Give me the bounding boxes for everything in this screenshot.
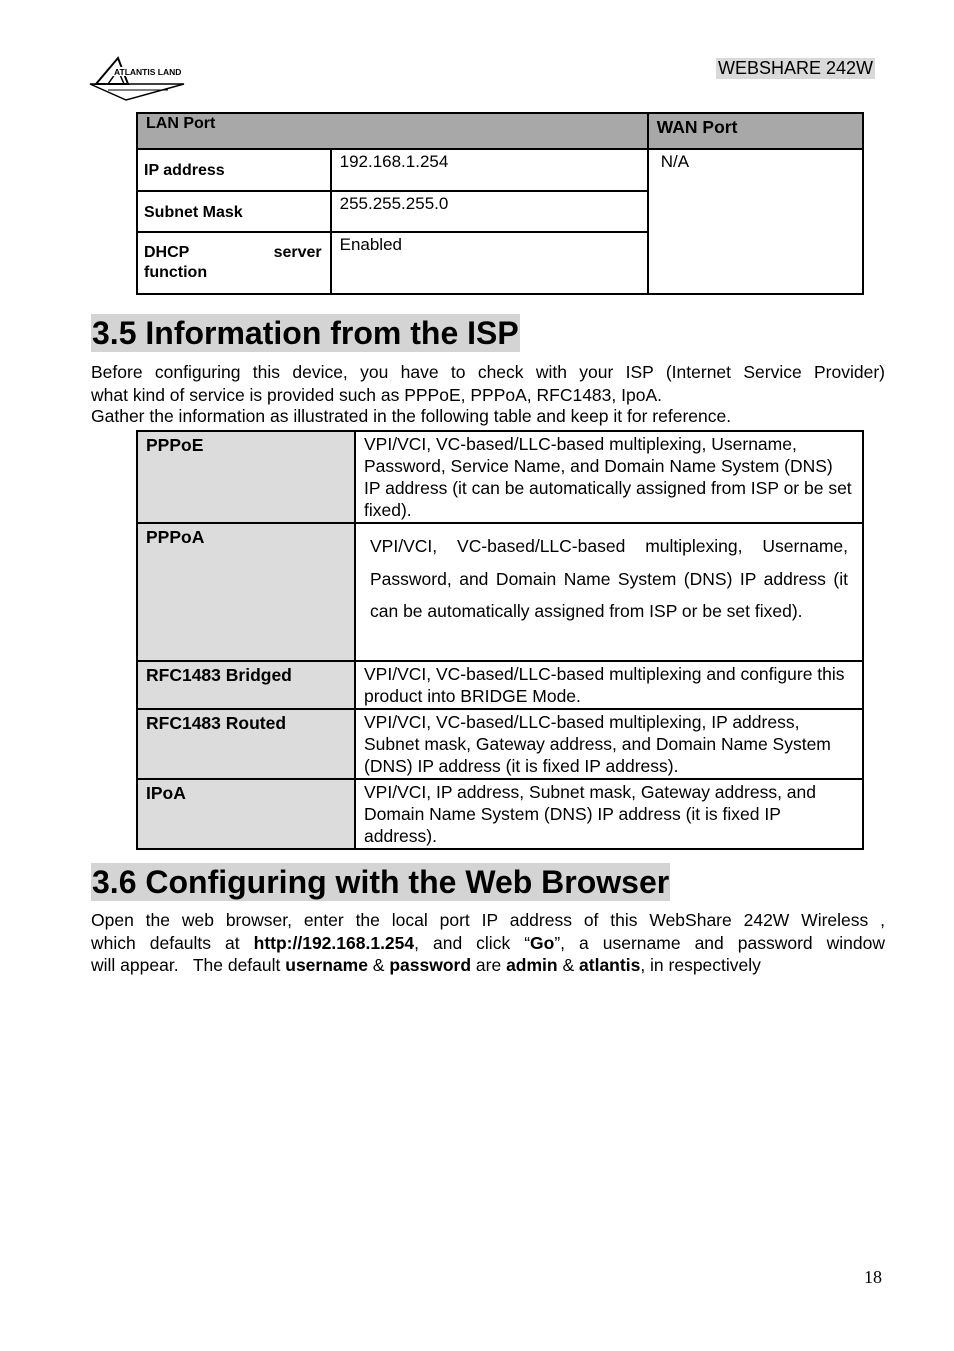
section-paragraph: Before configuring this device, you have to check with your ISP (Internet Service Provider) what kind of service is provided such as PPPoE, PPPoA, RFC1483, IpoA. — [91, 362, 885, 405]
isp-desc: VPI/VCI, VC-based/LLC-based multiplexing, IP address, Subnet mask, Gateway address, and Domain Name System (DNS) IP address (it is fixed IP address). — [355, 709, 863, 779]
table-row — [137, 709, 863, 779]
isp-type: IPoA — [137, 779, 355, 849]
isp-desc: VPI/VCI, VC-based/LLC-based multiplexing, Username, Password, Service Name, and Domain Name System (DNS) IP address (it can be automatically assigned from ISP or be set fixed). — [355, 431, 863, 523]
section-heading: 3.5 Information from the ISP — [92, 315, 519, 351]
isp-type: RFC1483 Routed — [137, 709, 355, 779]
row-label: IP address — [137, 149, 331, 191]
table-row — [137, 779, 863, 849]
isp-type: PPPoE — [137, 431, 355, 523]
isp-table — [136, 430, 864, 850]
table-row — [137, 523, 863, 661]
isp-desc: VPI/VCI, VC-based/LLC-based multiplexing, Username, Password, and Domain Name System (DNS) IP address (it can be automatically assigned from ISP or be set fixed). — [355, 523, 863, 661]
default-url: http://192.168.1.254 — [253, 932, 415, 953]
isp-type: PPPoA — [137, 523, 355, 661]
port-table-header-row — [137, 113, 863, 149]
product-name: WEBSHARE 242W — [718, 58, 874, 78]
section-paragraph: Gather the information as illustrated in the following table and keep it for reference. — [91, 406, 732, 426]
atlantis-logo — [88, 54, 188, 102]
table-row — [137, 661, 863, 709]
port-table — [136, 112, 864, 295]
table-row — [137, 431, 863, 523]
lan-port-header: LAN Port — [137, 113, 648, 149]
section-paragraph: Open the web browser, enter the local port IP address of this WebShare 242W Wireless , which defaults at http://192.168.1.254, and click “Go”, a username and password window will appear. The default username & password are admin & atlantis, in respectively — [91, 910, 886, 975]
table-row — [137, 149, 863, 191]
row-label: DHCP server function — [137, 232, 331, 294]
svg-text:ATLANTIS LAND: ATLANTIS LAND — [114, 67, 182, 77]
wan-value: N/A — [648, 149, 863, 294]
isp-desc: VPI/VCI, VC-based/LLC-based multiplexing and configure this product into BRIDGE Mode. — [355, 661, 863, 709]
row-value: 255.255.255.0 — [331, 191, 648, 232]
isp-desc: VPI/VCI, IP address, Subnet mask, Gateway address, and Domain Name System (DNS) IP address (it is fixed IP address). — [355, 779, 863, 849]
page-number: 18 — [864, 1267, 882, 1287]
row-value: Enabled — [331, 232, 648, 294]
row-value: 192.168.1.254 — [331, 149, 648, 191]
section-heading: 3.6 Configuring with the Web Browser — [92, 864, 670, 900]
row-label: Subnet Mask — [137, 191, 331, 232]
isp-type: RFC1483 Bridged — [137, 661, 355, 709]
wan-port-header: WAN Port — [648, 113, 863, 149]
